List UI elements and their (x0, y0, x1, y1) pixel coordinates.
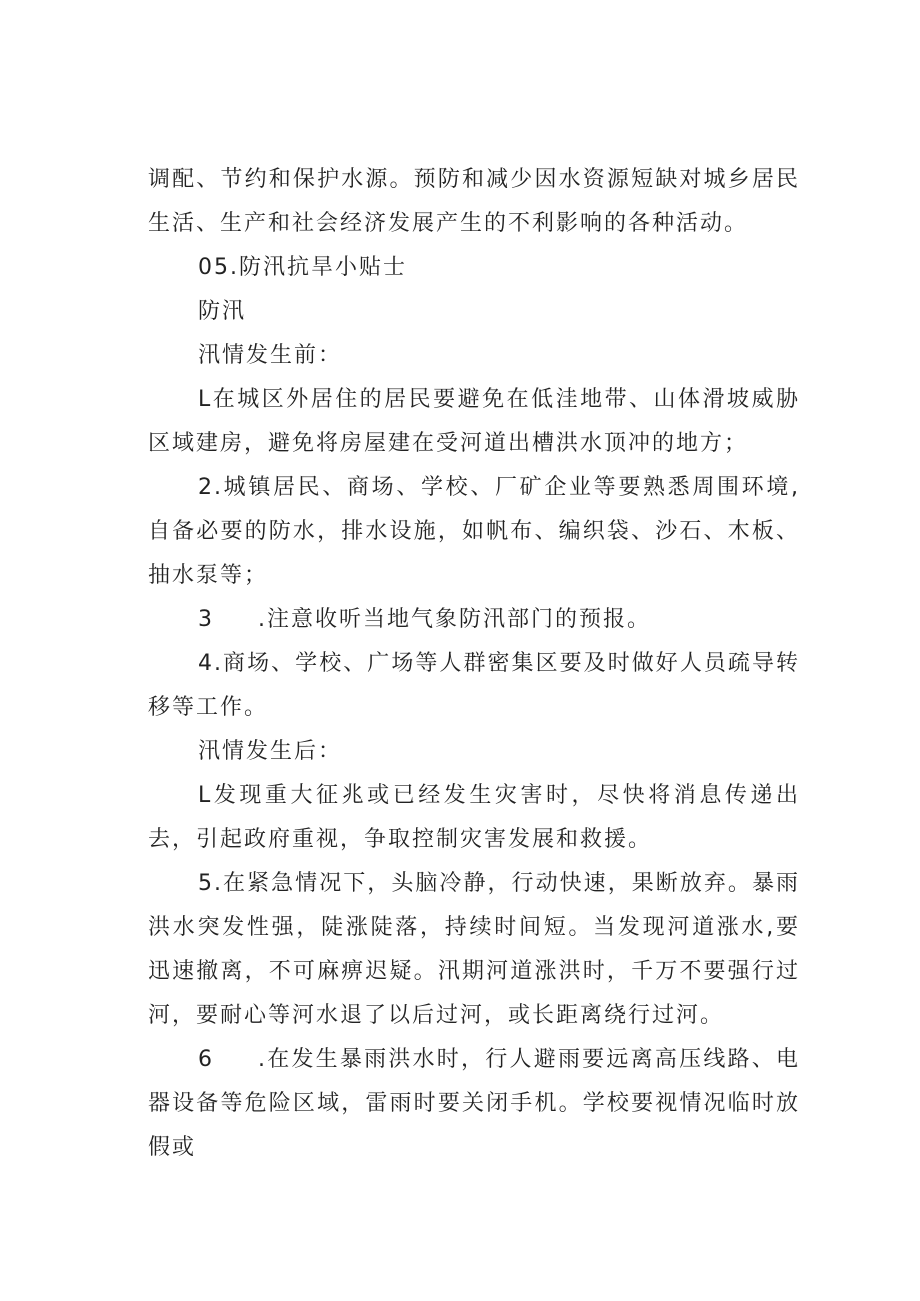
after-item-3-number: 6 (198, 1047, 214, 1072)
subsection-title: 防汛 (198, 299, 247, 324)
before-item-2-number: 2 (198, 475, 214, 500)
after-item-2-number: 5 (198, 871, 214, 896)
before-item-4 (148, 642, 800, 730)
after-item-2 (148, 862, 800, 1038)
section-title: 05.防汛抗旱小贴士 (198, 255, 407, 280)
after-item-3 (148, 1038, 800, 1170)
after-item-3-text: .在发生暴雨洪水时，行人避雨要远离高压线路、电器设备等危险区域，雷雨时要关闭手机。学校要视情况临时放假或 (148, 1047, 800, 1160)
before-item-3 (148, 598, 800, 642)
before-item-1-number: L (198, 387, 213, 412)
paragraph-water-source: 调配、节约和保护水源。预防和减少因水资源短缺对城乡居民生活、生产和社会经济发展产生的不利影响的各种活动。 (148, 167, 800, 236)
after-item-1 (148, 774, 800, 862)
before-item-4-text: .商场、学校、广场等人群密集区要及时做好人员疏导转移等工作。 (148, 651, 800, 720)
after-flood-heading: 汛情发生后： (198, 739, 343, 764)
before-item-1 (148, 378, 800, 466)
before-item-3-text: .注意收听当地气象防汛部门的预报。 (258, 607, 651, 632)
after-item-1-number: L (198, 783, 213, 808)
before-item-1-text: 在城区外居住的居民要避免在低洼地带、山体滑坡威胁区域建房，避免将房屋建在受河道出槽洪水顶冲的地方； (148, 387, 800, 456)
before-item-4-number: 4 (198, 651, 214, 676)
before-item-3-number: 3 (198, 607, 214, 632)
before-flood-heading: 汛情发生前： (198, 343, 343, 368)
after-item-2-text: .在紧急情况下，头脑冷静，行动快速，果断放弃。暴雨洪水突发性强，陡涨陡落，持续时间短。当发现河道涨水,要迅速撤离，不可麻痹迟疑。汛期河道涨洪时，千万不要强行过河，要耐心等河水退了以后过河，或长距离绕行过河。 (148, 871, 800, 1028)
before-item-2-text: .城镇居民、商场、学校、厂矿企业等要熟悉周围环境,自备必要的防水，排水设施，如帆布、编织袋、沙石、木板、抽水泵等； (148, 475, 800, 588)
after-item-1-text: 发现重大征兆或已经发生灾害时，尽快将消息传递出去，引起政府重视，争取控制灾害发展和救援。 (148, 783, 800, 852)
before-item-2 (148, 466, 800, 598)
document-body (148, 158, 800, 1170)
